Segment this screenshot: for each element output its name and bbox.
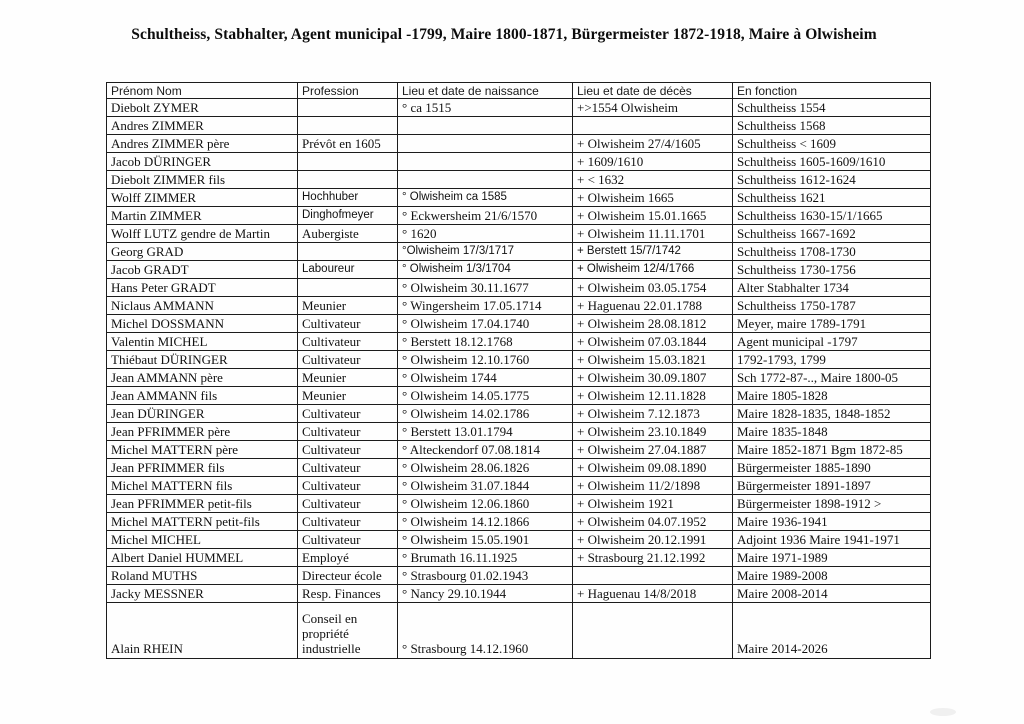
- table-cell: Andres ZIMMER père: [107, 135, 298, 153]
- column-header: Lieu et date de décès: [573, 83, 733, 99]
- table-cell: Jean DÜRINGER: [107, 405, 298, 423]
- table-cell: Alain RHEIN: [107, 603, 298, 659]
- table-cell: Maire 2008-2014: [733, 585, 931, 603]
- table-cell: + Olwisheim 12.11.1828: [573, 387, 733, 405]
- table-row: [107, 297, 931, 315]
- table-row: [107, 153, 931, 171]
- table-cell: + Olwisheim 15.03.1821: [573, 351, 733, 369]
- table-cell: Schultheiss 1612-1624: [733, 171, 931, 189]
- table-cell: Schultheiss 1630-15/1/1665: [733, 207, 931, 225]
- table-row: [107, 351, 931, 369]
- table-cell: Roland MUTHS: [107, 567, 298, 585]
- table-cell: Maire 1971-1989: [733, 549, 931, 567]
- table-row: [107, 423, 931, 441]
- table-cell: Meunier: [298, 387, 398, 405]
- table-cell: ° Wingersheim 17.05.1714: [398, 297, 573, 315]
- table-cell: Meyer, maire 1789-1791: [733, 315, 931, 333]
- table-cell: Maire 1835-1848: [733, 423, 931, 441]
- table-cell: Michel MICHEL: [107, 531, 298, 549]
- table-cell: ° Olwisheim 14.12.1866: [398, 513, 573, 531]
- table-cell: ° Olwisheim 14.05.1775: [398, 387, 573, 405]
- table-cell: + Strasbourg 21.12.1992: [573, 549, 733, 567]
- table-cell: 1792-1793, 1799: [733, 351, 931, 369]
- table-row: [107, 243, 931, 261]
- table-cell: Valentin MICHEL: [107, 333, 298, 351]
- table-row: [107, 441, 931, 459]
- table-cell: Agent municipal -1797: [733, 333, 931, 351]
- table-row: [107, 135, 931, 153]
- table-cell: + Haguenau 22.01.1788: [573, 297, 733, 315]
- table-cell: Maire 1936-1941: [733, 513, 931, 531]
- table-cell: Cultivateur: [298, 495, 398, 513]
- table-cell: ° Strasbourg 14.12.1960: [398, 603, 573, 659]
- table-cell: Andres ZIMMER: [107, 117, 298, 135]
- table-cell: Jacob GRADT: [107, 261, 298, 279]
- table-cell: Thiébaut DÜRINGER: [107, 351, 298, 369]
- table-cell: Bürgermeister 1891-1897: [733, 477, 931, 495]
- table-cell: + Haguenau 14/8/2018: [573, 585, 733, 603]
- table-cell: Niclaus AMMANN: [107, 297, 298, 315]
- table-cell: + Olwisheim 27/4/1605: [573, 135, 733, 153]
- table-cell: [298, 171, 398, 189]
- table-cell: Prévôt en 1605: [298, 135, 398, 153]
- table-cell: Employé: [298, 549, 398, 567]
- table-cell: Aubergiste: [298, 225, 398, 243]
- table-cell: Directeur école: [298, 567, 398, 585]
- table-cell: Maire 1828-1835, 1848-1852: [733, 405, 931, 423]
- table-cell: Cultivateur: [298, 477, 398, 495]
- table-cell: ° Nancy 29.10.1944: [398, 585, 573, 603]
- table-cell: °Olwisheim 17/3/1717: [398, 243, 573, 261]
- table-cell: ° Olwisheim 12.10.1760: [398, 351, 573, 369]
- table-cell: ° Alteckendorf 07.08.1814: [398, 441, 573, 459]
- table-row: [107, 567, 931, 585]
- table-cell: [398, 135, 573, 153]
- table-row: [107, 405, 931, 423]
- table-cell: Adjoint 1936 Maire 1941-1971: [733, 531, 931, 549]
- table-cell: Hochhuber: [298, 189, 398, 207]
- table-row: [107, 513, 931, 531]
- table-row: [107, 99, 931, 117]
- table-cell: ° Olwisheim 12.06.1860: [398, 495, 573, 513]
- table-row: [107, 261, 931, 279]
- table-row: [107, 495, 931, 513]
- table-cell: Cultivateur: [298, 351, 398, 369]
- table-cell: Jean AMMANN père: [107, 369, 298, 387]
- table-row: [107, 279, 931, 297]
- table-row: [107, 171, 931, 189]
- table-cell: Laboureur: [298, 261, 398, 279]
- table-cell: Resp. Finances: [298, 585, 398, 603]
- table-cell: ° Olwisheim 31.07.1844: [398, 477, 573, 495]
- table-cell: Bürgermeister 1898-1912 >: [733, 495, 931, 513]
- table-cell: [573, 117, 733, 135]
- table-cell: Schultheiss 1554: [733, 99, 931, 117]
- table-cell: Diebolt ZIMMER fils: [107, 171, 298, 189]
- table-header-row: [107, 83, 931, 99]
- table-cell: Maire 1805-1828: [733, 387, 931, 405]
- table-cell: Cultivateur: [298, 315, 398, 333]
- table-cell: Michel MATTERN père: [107, 441, 298, 459]
- table-row: [107, 603, 931, 659]
- table-cell: Georg GRAD: [107, 243, 298, 261]
- table-cell: ° Olwisheim 1/3/1704: [398, 261, 573, 279]
- table-cell: [298, 153, 398, 171]
- table-body: [107, 99, 931, 659]
- table-cell: Jean AMMANN fils: [107, 387, 298, 405]
- table-cell: Michel MATTERN petit-fils: [107, 513, 298, 531]
- table-cell: [573, 567, 733, 585]
- table-row: [107, 117, 931, 135]
- table-cell: ° Olwisheim 17.04.1740: [398, 315, 573, 333]
- table-cell: +>1554 Olwisheim: [573, 99, 733, 117]
- table-cell: Schultheiss 1750-1787: [733, 297, 931, 315]
- table-cell: [298, 243, 398, 261]
- column-header: Lieu et date de naissance: [398, 83, 573, 99]
- table-cell: Cultivateur: [298, 459, 398, 477]
- table-cell: Cultivateur: [298, 423, 398, 441]
- table-row: [107, 549, 931, 567]
- table-cell: + Olwisheim 28.08.1812: [573, 315, 733, 333]
- table-cell: Schultheiss 1708-1730: [733, 243, 931, 261]
- table-cell: [298, 279, 398, 297]
- table-cell: + Olwisheim 27.04.1887: [573, 441, 733, 459]
- table-cell: Schultheiss 1568: [733, 117, 931, 135]
- table-cell: Cultivateur: [298, 513, 398, 531]
- table-cell: [398, 171, 573, 189]
- table-cell: [298, 117, 398, 135]
- table-cell: + Olwisheim 07.03.1844: [573, 333, 733, 351]
- table-cell: ° Olwisheim 1744: [398, 369, 573, 387]
- table-cell: ° Olwisheim 28.06.1826: [398, 459, 573, 477]
- table-cell: Meunier: [298, 297, 398, 315]
- table-row: [107, 333, 931, 351]
- table-cell: + Olwisheim 23.10.1849: [573, 423, 733, 441]
- table-row: [107, 225, 931, 243]
- table-cell: + Olwisheim 03.05.1754: [573, 279, 733, 297]
- table-cell: + Olwisheim 09.08.1890: [573, 459, 733, 477]
- table-row: [107, 315, 931, 333]
- table-row: [107, 369, 931, 387]
- table-cell: Maire 2014-2026: [733, 603, 931, 659]
- table-cell: + 1609/1610: [573, 153, 733, 171]
- table-cell: ° 1620: [398, 225, 573, 243]
- table-cell: Schultheiss 1605-1609/1610: [733, 153, 931, 171]
- table-cell: Cultivateur: [298, 405, 398, 423]
- table-cell: Schultheiss < 1609: [733, 135, 931, 153]
- table-row: [107, 585, 931, 603]
- table-cell: Maire 1989-2008: [733, 567, 931, 585]
- table-cell: Hans Peter GRADT: [107, 279, 298, 297]
- table-cell: Diebolt ZYMER: [107, 99, 298, 117]
- table-cell: Wolff LUTZ gendre de Martin: [107, 225, 298, 243]
- table-cell: [573, 603, 733, 659]
- table-row: [107, 459, 931, 477]
- table-cell: + Olwisheim 04.07.1952: [573, 513, 733, 531]
- table-cell: ° Berstett 13.01.1794: [398, 423, 573, 441]
- table-cell: ° Olwisheim 30.11.1677: [398, 279, 573, 297]
- table-row: [107, 477, 931, 495]
- table-cell: [298, 99, 398, 117]
- table-cell: ° Brumath 16.11.1925: [398, 549, 573, 567]
- table-cell: Michel DOSSMANN: [107, 315, 298, 333]
- table-cell: Schultheiss 1621: [733, 189, 931, 207]
- table-cell: + < 1632: [573, 171, 733, 189]
- table-cell: Maire 1852-1871 Bgm 1872-85: [733, 441, 931, 459]
- table-cell: Albert Daniel HUMMEL: [107, 549, 298, 567]
- table-cell: + Olwisheim 20.12.1991: [573, 531, 733, 549]
- table-cell: Jacky MESSNER: [107, 585, 298, 603]
- page-title: Schultheiss, Stabhalter, Agent municipal -1799, Maire 1800-1871, Bürgermeister 1872-1918, Maire à Olwisheim: [131, 26, 877, 43]
- table-cell: Martin ZIMMER: [107, 207, 298, 225]
- table-cell: ° Eckwersheim 21/6/1570: [398, 207, 573, 225]
- table-cell: Jean PFRIMMER père: [107, 423, 298, 441]
- column-header: Profession: [298, 83, 398, 99]
- table-cell: Jean PFRIMMER petit-fils: [107, 495, 298, 513]
- table-cell: Cultivateur: [298, 531, 398, 549]
- table-cell: Michel MATTERN fils: [107, 477, 298, 495]
- table-cell: Bürgermeister 1885-1890: [733, 459, 931, 477]
- table-row: [107, 189, 931, 207]
- table-cell: ° Strasbourg 01.02.1943: [398, 567, 573, 585]
- table-header: [107, 83, 931, 99]
- table-cell: + Olwisheim 15.01.1665: [573, 207, 733, 225]
- column-header: Prénom Nom: [107, 83, 298, 99]
- table-cell: Wolff ZIMMER: [107, 189, 298, 207]
- table-cell: Cultivateur: [298, 441, 398, 459]
- table-cell: + Berstett 15/7/1742: [573, 243, 733, 261]
- table-cell: + Olwisheim 12/4/1766: [573, 261, 733, 279]
- table-cell: ° Berstett 18.12.1768: [398, 333, 573, 351]
- table-cell: ° Olwisheim 15.05.1901: [398, 531, 573, 549]
- table-cell: ° Olwisheim ca 1585: [398, 189, 573, 207]
- table-cell: [398, 117, 573, 135]
- table-cell: Alter Stabhalter 1734: [733, 279, 931, 297]
- table-cell: + Olwisheim 7.12.1873: [573, 405, 733, 423]
- table-cell: + Olwisheim 11/2/1898: [573, 477, 733, 495]
- table-row: [107, 531, 931, 549]
- table-cell: Schultheiss 1667-1692: [733, 225, 931, 243]
- table-cell: + Olwisheim 1921: [573, 495, 733, 513]
- officials-table: [106, 82, 931, 659]
- table-cell: Dinghofmeyer: [298, 207, 398, 225]
- table-cell: Jean PFRIMMER fils: [107, 459, 298, 477]
- table-cell: ° Olwisheim 14.02.1786: [398, 405, 573, 423]
- table-cell: Meunier: [298, 369, 398, 387]
- table-cell: Cultivateur: [298, 333, 398, 351]
- table-cell: Conseil en propriété industrielle: [298, 603, 398, 659]
- table-row: [107, 207, 931, 225]
- table-cell: + Olwisheim 30.09.1807: [573, 369, 733, 387]
- scan-smudge-artifact: [930, 708, 956, 716]
- column-header: En fonction: [733, 83, 931, 99]
- table-cell: Jacob DÜRINGER: [107, 153, 298, 171]
- table-cell: Schultheiss 1730-1756: [733, 261, 931, 279]
- table-cell: + Olwisheim 11.11.1701: [573, 225, 733, 243]
- table-cell: + Olwisheim 1665: [573, 189, 733, 207]
- table-cell: ° ca 1515: [398, 99, 573, 117]
- table-row: [107, 387, 931, 405]
- table-cell: Sch 1772-87-.., Maire 1800-05: [733, 369, 931, 387]
- table-cell: [398, 153, 573, 171]
